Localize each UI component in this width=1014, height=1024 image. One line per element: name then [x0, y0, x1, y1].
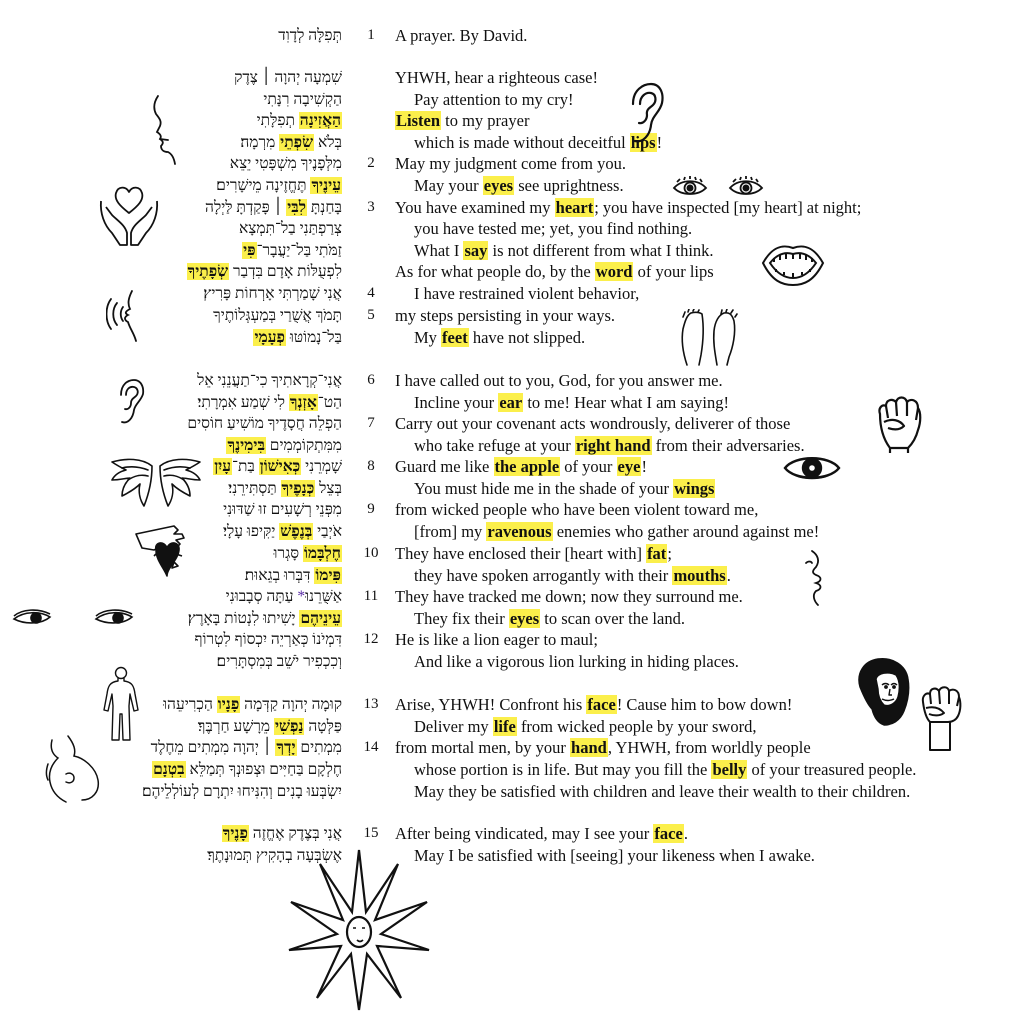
- verse-number: 2: [367, 155, 375, 171]
- verse-number: 6: [367, 372, 375, 388]
- english-line: [395, 261, 714, 282]
- hebrew-line: [195, 629, 343, 650]
- english-text: of your lips: [633, 262, 714, 281]
- verse-number: 7: [367, 415, 375, 431]
- highlighted-hebrew-word: נַפְשִׁי: [274, 718, 304, 735]
- english-line: [414, 89, 573, 110]
- hebrew-line: [226, 435, 342, 456]
- english-text: YHWH, hear a righteous case!: [395, 68, 598, 87]
- english-text: of your: [560, 457, 617, 476]
- hebrew-line: [216, 175, 342, 196]
- english-text: You must hide me in the shade of your: [414, 479, 674, 498]
- hebrew-text: שִׁמְעָה יְהוָה ׀ צֶדֶק: [234, 69, 342, 86]
- hebrew-line: [257, 110, 342, 131]
- hebrew-line: [274, 543, 342, 564]
- highlighted-hebrew-word: פִּימוֹ: [315, 567, 341, 584]
- english-line: [395, 370, 723, 391]
- highlighted-hebrew-word: פָנָיו: [217, 696, 240, 713]
- english-text: Pay attention to my cry!: [414, 90, 574, 109]
- hebrew-line: [222, 823, 342, 844]
- highlighted-hebrew-word: שִׂפְתֵי: [280, 134, 314, 151]
- verse-number: 10: [363, 545, 379, 561]
- english-text: from their adversaries.: [651, 436, 805, 455]
- english-line: [414, 565, 731, 586]
- english-text: .: [726, 566, 731, 585]
- face-profile-icon: [148, 94, 184, 166]
- english-line: [395, 543, 672, 564]
- verse-line: [0, 845, 1014, 866]
- hebrew-text: חֶלְקָם בַּחַיִּים וּצְפוּנְךָ תְּמַלֵּא: [185, 761, 342, 778]
- hebrew-text: פַּלְּטָה: [304, 718, 342, 735]
- hebrew-line: [278, 25, 342, 46]
- verse-line: [0, 25, 1014, 46]
- highlighted-english-word: feet: [442, 328, 468, 347]
- english-text: enemies who gather around against me!: [552, 522, 820, 541]
- hebrew-text: אֹיְבַי: [313, 523, 342, 540]
- verse-line: [0, 305, 1014, 326]
- english-line: [414, 218, 692, 239]
- highlighted-english-word: right hand: [575, 436, 651, 455]
- english-text: to me! Hear what I am saying!: [523, 393, 729, 412]
- english-text: I have restrained violent behavior,: [414, 284, 640, 303]
- english-line: [395, 413, 790, 434]
- english-text: I have called out to you, God, for you answer me.: [395, 371, 723, 390]
- highlighted-english-word: belly: [712, 760, 747, 779]
- hebrew-line: [188, 608, 342, 629]
- hebrew-line: [203, 283, 342, 304]
- verse-line: [0, 67, 1014, 88]
- english-text: May your: [414, 176, 483, 195]
- speaking-lips-icon: [106, 287, 146, 343]
- highlighted-hebrew-word: חֶלְבָּמוֹ: [303, 545, 341, 562]
- english-text: ; you have inspected [my heart] at night;: [594, 198, 862, 217]
- hebrew-text: צְרַפְתַּנִי בַל־תִּמְצָא: [238, 220, 342, 237]
- hebrew-text: בְּלֹא: [314, 134, 342, 151]
- hebrew-text: תַּסְתִּירֵנִי׃: [228, 480, 281, 497]
- highlighted-hebrew-word: עָיִן: [214, 458, 232, 475]
- verse-line: [0, 283, 1014, 304]
- english-line: [414, 240, 714, 261]
- english-line: [395, 586, 743, 607]
- hebrew-text: ׀ יְהוָה מִמְתִים מֵחֶלֶד: [150, 739, 276, 756]
- verse-number: 11: [363, 588, 379, 604]
- feet-icon: [677, 309, 739, 367]
- hebrew-text: וְכִכְפִיר יֹשֵׁב בְּמִסְתָּרִים׃: [216, 653, 342, 670]
- hebrew-text: תָּמֹךְ אֲשֻׁרַי בְּמַעְגְּלוֹתֶיךָ: [213, 307, 342, 324]
- english-text: They have enclosed their [heart with]: [395, 544, 647, 563]
- verse-line: [0, 413, 1014, 434]
- english-text: is not different from what I think.: [488, 241, 714, 260]
- highlighted-hebrew-word: בְּנֶפֶשׁ: [280, 523, 313, 540]
- highlighted-hebrew-word: שְׂפָתֶיךָ: [187, 263, 229, 280]
- hebrew-line: [228, 478, 342, 499]
- heart-grab-icon: [134, 522, 194, 580]
- english-line: [414, 781, 910, 802]
- hebrew-text: לִפְעֻלּוֹת אָדָם בִּדְבַר: [229, 263, 342, 280]
- english-text: from mortal men, by your: [395, 738, 571, 757]
- hebrew-text: אֶשְׂבְּעָה בְהָקִיץ תְּמוּנָתֶךָ׃: [207, 847, 342, 864]
- highlighted-hebrew-word: אָזְנְךָ: [289, 394, 317, 411]
- pregnant-belly-icon: [44, 734, 100, 804]
- hebrew-line: [213, 456, 342, 477]
- english-text: you have tested me; yet, you find nothing.: [414, 219, 693, 238]
- highlighted-english-word: eye: [617, 457, 641, 476]
- highlighted-english-word: eyes: [483, 176, 514, 195]
- english-text: to my prayer: [441, 111, 530, 130]
- fist-icon: [874, 392, 924, 454]
- verse-line: [0, 435, 1014, 456]
- english-text: who take refuge at your: [414, 436, 575, 455]
- english-line: [395, 153, 626, 174]
- hebrew-line: [239, 218, 342, 239]
- hebrew-line: [163, 694, 342, 715]
- hebrew-line: [245, 565, 342, 586]
- hebrew-text: הַכְרִיעֵהוּ: [163, 696, 217, 713]
- verse-number: 3: [367, 199, 375, 215]
- hebrew-line: [205, 197, 342, 218]
- hebrew-text: תְּפִלָּה לְדָוִד: [278, 27, 342, 44]
- english-text: Carry out your covenant acts wondrously, deliverer of those: [395, 414, 791, 433]
- hebrew-line: [151, 737, 342, 758]
- hebrew-line: [213, 305, 342, 326]
- english-line: [414, 435, 805, 456]
- verse-line: [0, 823, 1014, 844]
- hebrew-text: לִי שְׁמַע אִמְרָתִי׃: [197, 394, 289, 411]
- highlighted-hebrew-word: בִּימִינֶךָ: [227, 437, 265, 454]
- highlighted-english-word: ear: [499, 393, 523, 412]
- hebrew-text: בַּת־: [232, 458, 259, 475]
- english-line: [414, 608, 685, 629]
- english-text: !: [641, 457, 647, 476]
- highlighted-english-word: face: [587, 695, 616, 714]
- english-text: He is like a lion eager to maul;: [395, 630, 598, 649]
- english-text: As for what people do, by the: [395, 262, 595, 281]
- ear-small-icon: [115, 378, 145, 426]
- hebrew-text: בַּל־נָמוֹטּוּ: [285, 329, 342, 346]
- verse-line: [0, 759, 1014, 780]
- hebrew-line: [230, 153, 342, 174]
- english-line: [414, 845, 815, 866]
- hebrew-line: [187, 413, 342, 434]
- highlighted-hebrew-word: כְּנָפֶיךָ: [281, 480, 315, 497]
- english-line: [395, 823, 688, 844]
- hebrew-text: קוּמָה יְהוָה קַדְּמָה: [240, 696, 342, 713]
- hebrew-text: שָׁמְרֵנִי: [301, 458, 342, 475]
- hebrew-text: הַפְלֵה חֲסָדֶיךָ מוֹשִׁיעַ חוֹסִים: [187, 415, 342, 432]
- english-line: [395, 737, 811, 758]
- hebrew-line: [217, 651, 342, 672]
- hebrew-text: יִשְׂבְּעוּ בָנִים וְהִנִּיחוּ יִתְרָם לְעוֹלְלֵיהֶם׃: [141, 783, 342, 800]
- highlighted-hebrew-word: בִטְנָם: [153, 761, 185, 778]
- hebrew-text: תְפִלָּתִי: [256, 112, 299, 129]
- asterisk-mark: *: [297, 588, 306, 605]
- hebrew-text: מִלְּפָנֶיךָ מִשְׁפָּטִי יֵצֵא: [229, 155, 342, 172]
- hebrew-text: מֵרָשָׁע חַרְבֶּךָ׃: [197, 718, 274, 735]
- verse-number: 12: [363, 631, 379, 647]
- english-text: You have examined my: [395, 198, 555, 217]
- verse-line: [0, 629, 1014, 650]
- watching-eyes-icon: [12, 607, 158, 629]
- english-text: May they be satisfied with children and leave their wealth to their children.: [414, 782, 911, 801]
- bearded-face-icon: [852, 657, 914, 727]
- english-text: ;: [667, 544, 672, 563]
- hebrew-text: אַשֻּׁרֵנוּ: [305, 588, 342, 605]
- english-line: [395, 456, 647, 477]
- verse-number: 1: [367, 27, 375, 43]
- verse-line: [0, 261, 1014, 282]
- verse-number: 5: [367, 307, 375, 323]
- highlighted-hebrew-word: עֵינֵיהֶם: [300, 610, 341, 627]
- hebrew-line: [223, 499, 342, 520]
- hebrew-line: [197, 370, 342, 391]
- english-text: Deliver my: [414, 717, 493, 736]
- hebrew-line: [263, 89, 342, 110]
- english-line: [414, 521, 819, 542]
- highlighted-hebrew-word: פָנֶיךָ: [222, 825, 248, 842]
- hebrew-line: [234, 67, 342, 88]
- hebrew-text: אֲנִי שָׁמַרְתִּי אָרְחוֹת פָּרִיץ׃: [203, 285, 342, 302]
- verse-line: [0, 781, 1014, 802]
- verse-line: [0, 370, 1014, 391]
- highlighted-english-word: word: [595, 262, 633, 281]
- hebrew-text: יָשִׁיתוּ לִנְטוֹת בָּאָרֶץ׃: [187, 610, 300, 627]
- english-text: of your treasured people.: [747, 760, 917, 779]
- english-text: What I: [414, 241, 464, 260]
- english-line: [414, 392, 729, 413]
- english-text: A prayer. By David.: [395, 26, 528, 45]
- hebrew-text: בָּחַנְתָּ: [306, 199, 342, 216]
- hebrew-text: מִמִּתְקוֹמְמִים: [265, 437, 342, 454]
- wings-icon: [108, 456, 204, 508]
- verse-number: 15: [363, 825, 379, 841]
- verse-line: [0, 327, 1014, 348]
- hebrew-text: ׀ פָּקַדְתָּ לַּיְלָה: [205, 199, 287, 216]
- highlighted-english-word: life: [493, 717, 516, 736]
- english-line: [395, 67, 598, 88]
- english-line: [414, 716, 756, 737]
- highlighted-hebrew-word: לִבִּי: [287, 199, 306, 216]
- english-text: Arise, YHWH! Confront his: [395, 695, 587, 714]
- hebrew-text: מִפְּנֵי רְשָׁעִים זוּ שַׁדּוּנִי: [223, 501, 342, 518]
- english-text: After being vindicated, may I see your: [395, 824, 654, 843]
- english-text: to scan over the land.: [540, 609, 685, 628]
- hebrew-line: [198, 716, 342, 737]
- english-text: May I be satisfied with [seeing] your likeness when I awake.: [414, 846, 815, 865]
- verse-number: 4: [367, 285, 375, 301]
- verse-number: 9: [367, 501, 375, 517]
- hebrew-text: בְּצֵל: [315, 480, 342, 497]
- hebrew-text: סָּגְרוּ: [273, 545, 303, 562]
- english-text: whose portion is in life. But may you fill the: [414, 760, 712, 779]
- highlighted-hebrew-word: יָדְךָ: [276, 739, 296, 756]
- hebrew-line: [226, 586, 342, 607]
- english-text: see uprightness.: [514, 176, 624, 195]
- english-line: [395, 499, 758, 520]
- hebrew-line: [197, 392, 342, 413]
- english-text: Incline your: [414, 393, 499, 412]
- hebrew-text: דִּמְיֹנוֹ כְּאַרְיֵה יִכְסוֹף לִטְרוֹף: [194, 631, 342, 648]
- eyes-icon: [672, 176, 778, 198]
- highlighted-hebrew-word: הַאֲזִינָה: [299, 112, 341, 129]
- english-text: have not slipped.: [468, 328, 586, 347]
- hebrew-line: [253, 327, 342, 348]
- eye-icon: [783, 452, 841, 484]
- hebrew-line: [223, 521, 342, 542]
- highlighted-english-word: lips: [630, 133, 656, 152]
- hebrew-text: דִּבְּרוּ בְגֵאוּת׃: [244, 567, 315, 584]
- highlighted-english-word: say: [464, 241, 488, 260]
- hebrew-text: זַמֹּתִי בַּל־יַעֲבָר־: [256, 242, 342, 259]
- hebrew-line: [152, 759, 342, 780]
- english-line: [414, 478, 715, 499]
- hebrew-line: [242, 240, 342, 261]
- english-text: [from] my: [414, 522, 487, 541]
- verse-line: [0, 392, 1014, 413]
- hebrew-text: עַתָּה סְבָבוּנִי: [225, 588, 298, 605]
- hebrew-text: תֶּחֱזֶינָה מֵישָׁרִים׃: [216, 177, 311, 194]
- highlighted-hebrew-word: פְעָמָי: [254, 329, 285, 346]
- highlighted-english-word: eyes: [509, 609, 540, 628]
- english-line: [395, 25, 527, 46]
- highlighted-english-word: hand: [571, 738, 607, 757]
- english-text: my steps persisting in your ways.: [395, 306, 615, 325]
- english-line: [395, 197, 861, 218]
- radiant-face-icon: [287, 848, 431, 1012]
- highlighted-english-word: wings: [674, 479, 715, 498]
- human-figure-icon: [100, 666, 142, 742]
- verse-number: 14: [363, 739, 379, 755]
- lips-profile-icon: [800, 549, 830, 607]
- english-text: My: [414, 328, 442, 347]
- highlighted-hebrew-word: כְּאִישׁוֹן: [259, 458, 301, 475]
- english-text: which is made without deceitful: [414, 133, 630, 152]
- english-text: They have tracked me down; now they surround me.: [395, 587, 743, 606]
- hebrew-text: אֲנִי־קְרָאתִיךָ כִי־תַעֲנֵנִי אֵל: [197, 372, 342, 389]
- english-text: They fix their: [414, 609, 509, 628]
- english-text: from wicked people by your sword,: [516, 717, 757, 736]
- heart-hands-icon: [98, 177, 160, 251]
- highlighted-english-word: fat: [647, 544, 667, 563]
- verse-line: [0, 737, 1014, 758]
- highlighted-hebrew-word: פִּי: [243, 242, 256, 259]
- hebrew-text: מִרְמָה׃: [240, 134, 280, 151]
- english-text: from wicked people who have been violent toward me,: [395, 500, 759, 519]
- highlighted-english-word: ravenous: [487, 522, 552, 541]
- english-line: [395, 629, 598, 650]
- english-text: they have spoken arrogantly with their: [414, 566, 673, 585]
- english-line: [395, 110, 529, 131]
- hebrew-line: [187, 261, 342, 282]
- highlighted-english-word: Listen: [396, 111, 441, 130]
- highlighted-english-word: heart: [555, 198, 594, 217]
- hebrew-line: [240, 132, 342, 153]
- open-mouth-icon: [760, 241, 826, 287]
- hebrew-text: הַקְשִׁיבָה רִנָּתִי: [263, 91, 342, 108]
- english-line: [414, 759, 916, 780]
- hebrew-text: מִמְתִים: [296, 739, 342, 756]
- highlighted-english-word: face: [654, 824, 683, 843]
- english-text: ! Cause him to bow down!: [616, 695, 793, 714]
- raised-fist-icon: [918, 684, 964, 752]
- english-line: [414, 175, 624, 196]
- english-line: [414, 283, 639, 304]
- verse-number: 13: [363, 696, 379, 712]
- hebrew-text: יַקִּיפוּ עָלָי׃: [222, 523, 280, 540]
- hebrew-line: [142, 781, 342, 802]
- highlighted-english-word: the apple: [494, 457, 560, 476]
- highlighted-hebrew-word: עֵינֶיךָ: [311, 177, 341, 194]
- english-text: , YHWH, from worldly people: [607, 738, 811, 757]
- english-text: !: [656, 133, 663, 152]
- english-line: [395, 694, 792, 715]
- highlighted-english-word: mouths: [673, 566, 726, 585]
- english-text: .: [683, 824, 688, 843]
- ear-icon: [625, 82, 665, 146]
- verse-number: 8: [367, 458, 375, 474]
- hebrew-text: הַט־: [317, 394, 342, 411]
- english-line: [414, 327, 585, 348]
- verse-line: [0, 586, 1014, 607]
- hebrew-text: אֲנִי בְּצֶדֶק אֶחֱזֶה: [248, 825, 342, 842]
- english-line: [414, 651, 739, 672]
- english-text: May my judgment come from you.: [395, 154, 626, 173]
- english-line: [395, 305, 615, 326]
- english-text: And like a vigorous lion lurking in hiding places.: [414, 652, 739, 671]
- english-text: Guard me like: [395, 457, 494, 476]
